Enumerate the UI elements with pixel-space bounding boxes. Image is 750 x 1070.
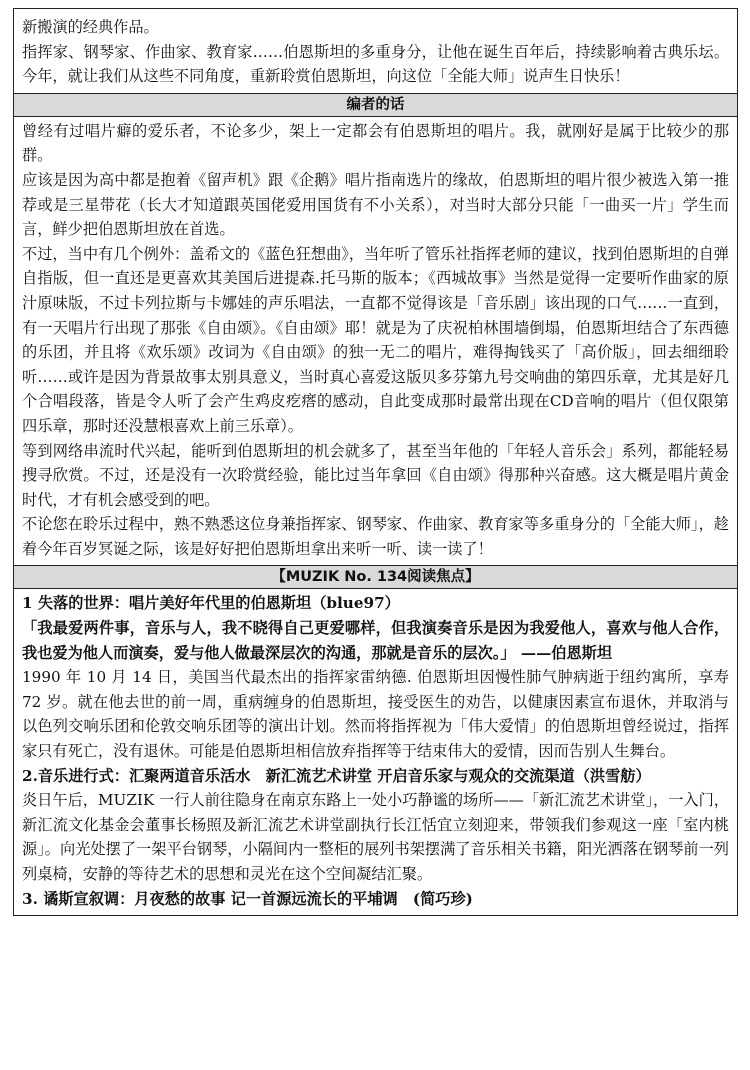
focus-item-1-quote: 「我最爱两件事，音乐与人，我不晓得自己更爱哪样，但我演奏音乐是因为我爱他人，喜欢与他人合作，我也爱为他人而演奏，爱与他人做最深层次的沟通，那就是音乐的层次。」 ——伯恩斯坦 — [22, 619, 729, 662]
editor-paragraph: 曾经有过唱片癖的爱乐者，不论多少，架上一定都会有伯恩斯坦的唱片。我，就刚好是属于比较少的那群。 — [22, 121, 729, 165]
editor-paragraph: 应该是因为高中都是抱着《留声机》跟《企鹅》唱片指南选片的缘故，伯恩斯坦的唱片很少被选入第一推荐或是三星带花（长大才知道跟英国佬爱用国货有不小关系），对当时大部分只能「一曲买一片」学生而言，鲜少把伯恩斯坦放在首选。 — [22, 170, 729, 239]
editor-section — [14, 117, 737, 566]
editor-heading: 编者的话 — [14, 93, 737, 117]
focus-section — [14, 589, 737, 915]
focus-heading: 【MUZIK No. 134阅读焦点】 — [14, 565, 737, 589]
editor-paragraph: 不过，当中有几个例外：盖希文的《蓝色狂想曲》，当年听了管乐社指挥老师的建议，找到伯恩斯坦的自弹自指版，但一直还是更喜欢其美国后进提森.托马斯的版本；《西城故事》当然是觉得一定要听作曲家的原汁原味版，不过卡列拉斯与卡娜娃的声乐唱法，一直都不觉得该是「音乐剧」该出现的口气……一直到，有一天唱片行出现了那张《自由颂》。《自由颂》耶！就是为了庆祝柏林围墙倒塌，伯恩斯坦结合了东西德的乐团，并且将《欢乐颂》改词为《自由颂》的独一无二的唱片，难得掏钱买了「高价版」，回去细细聆听……或许是因为背景故事太别具意义，当时真心喜爱这版贝多芬第九号交响曲的第四乐章，尤其是好几个合唱段落，皆是令人听了会产生鸡皮疙瘩的感动，自此变成那时最常出现在CD音响的唱片（但仅限第四乐章，那时还没慧根喜欢上前三乐章）。 — [22, 244, 729, 435]
focus-item-1-title: 1 失落的世界：唱片美好年代里的伯恩斯坦（blue97） — [22, 594, 400, 613]
editor-paragraph: 等到网络串流时代兴起，能听到伯恩斯坦的机会就多了，甚至当年他的「年轻人音乐会」系列，都能轻易搜寻欣赏。不过，还是没有一次聆赏经验，能比过当年拿回《自由颂》得那种兴奋感。这大概是唱片黄金时代，才有机会感受到的吧。 — [22, 441, 729, 509]
intro-line-2: 指挥家、钢琴家、作曲家、教育家……伯恩斯坦的多重身分，让他在诞生百年后，持续影响着古典乐坛。今年，就让我们从这些不同角度，重新聆赏伯恩斯坦，向这位「全能大师」说声生日快乐！ — [22, 42, 729, 86]
focus-item-2-title: 2.音乐进行式：汇聚两道音乐活水 新汇流艺术讲堂 开启音乐家与观众的交流渠道（洪雪舫） — [22, 766, 651, 785]
focus-item-1-body: 1990 年 10 月 14 日，美国当代最杰出的指挥家雷纳德. 伯恩斯坦因慢性肺气肿病逝于纽约寓所，享寿 72 岁。就在他去世的前一周，重病缠身的伯恩斯坦，接受医生的劝告，以健康因素宣布退休，并取消与以色列交响乐团和伦敦交响乐团等的演出计划。然而将指挥视为「伟大爱情」的伯恩斯坦曾经说过，指挥家只有死亡，没有退休。可能是伯恩斯坦相信放弃指挥等于结束伟大的爱情，因而告别人生舞台。 — [22, 668, 729, 761]
focus-item-2-body: 炎日午后，MUZIK 一行人前往隐身在南京东路上一处小巧静谧的场所——「新汇流艺术讲堂」，一入门，新汇流文化基金会董事长杨照及新汇流艺术讲堂副执行长江恬宜立刻迎来，带领我们参观这一座「室内桃源」。向光处摆了一架平台钢琴，小隔间内一整柜的展列书架摆满了音乐相关书籍，阳光洒落在钢琴前一列列桌椅，安静的等待艺术的思想和灵光在这个空间凝结汇聚。 — [22, 791, 729, 883]
intro-line-1: 新搬演的经典作品。 — [22, 18, 159, 36]
intro-section — [14, 9, 737, 93]
document-table — [13, 8, 738, 916]
editor-paragraph: 不论您在聆乐过程中，熟不熟悉这位身兼指挥家、钢琴家、作曲家、教育家等多重身分的「全能大师」，趁着今年百岁冥诞之际，该是好好把伯恩斯坦拿出来听一听、读一读了！ — [22, 515, 729, 558]
focus-item-3-title: 3. 谲斯宣叙调：月夜愁的故事 记一首源远流长的平埔调 (简巧珍) — [22, 889, 473, 908]
